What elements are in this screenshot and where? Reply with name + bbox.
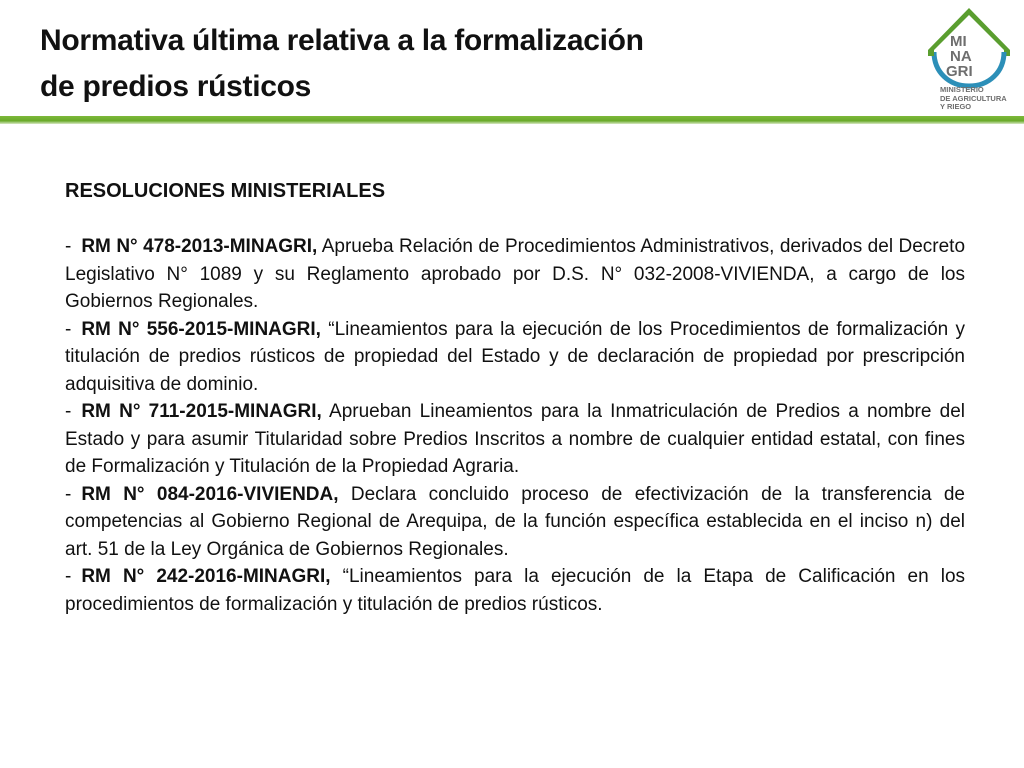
list-dash: - xyxy=(65,483,72,505)
resolution-text: “Lineamientos para la ejecución de la Etapa de Calificación en los procedimientos de formalización y titulación de predios rústicos. xyxy=(65,566,966,615)
section-heading: RESOLUCIONES MINISTERIALES xyxy=(65,180,386,202)
resolution-code: RM N° 242-2016-MINAGRI, xyxy=(81,566,331,587)
list-dash: - xyxy=(65,566,72,587)
logo-caption-line-1: MINISTERIO xyxy=(940,85,984,94)
page-title-line-2: de predios rústicos xyxy=(40,70,312,103)
resolution-item xyxy=(65,398,965,481)
page-title-line-1: Normativa última relativa a la formalización xyxy=(40,24,644,57)
resolution-code: RM N° 478-2013-MINAGRI, xyxy=(81,236,318,257)
logo-mark-line-1: MI xyxy=(950,33,967,50)
resolution-text: Aprueba Relación de Procedimientos Administrativos, derivados del Decreto Legislativo N° 1089 y su Reglamento aprobado por D.S. N° 032-2008-VIVIENDA, a cargo de los Gobiernos Regionales. xyxy=(65,236,966,312)
logo-caption-line-2: DE AGRICULTURA xyxy=(940,93,1007,103)
logo-caption xyxy=(940,86,1022,112)
resolution-code: RM N° 556-2015-MINAGRI, xyxy=(81,318,321,340)
resolution-item xyxy=(65,481,965,564)
resolution-text: Declara concluido proceso de efectivización de la transferencia de competencias al Gobierno Regional de Arequipa, de la función específica establecida en el inciso n) del art. 51 de la Ley Orgánica de Gobiernos Regionales. xyxy=(65,483,965,560)
resolution-item xyxy=(65,233,965,316)
logo-mark-line-2: NA xyxy=(950,48,972,65)
resolution-code: RM N° 711-2015-MINAGRI, xyxy=(81,401,322,422)
logo-green-side xyxy=(928,52,934,56)
resolution-code: RM N° 084-2016-VIVIENDA, xyxy=(81,483,339,505)
resolution-text: Aprueban Lineamientos para la Inmatriculación de Predios a nombre del Estado y para asumir Titularidad sobre Predios Inscritos a nombre de cualquier entidad estatal, con fines de Formalización y Titulación de la Propiedad Agraria. xyxy=(65,401,966,477)
main-content xyxy=(65,176,965,618)
header-divider-bar xyxy=(0,116,1024,124)
logo-mark-line-3: GRI xyxy=(946,63,973,80)
resolution-text: “Lineamientos para la ejecución de los Procedimientos de formalización y titulación de predios rústicos de propiedad del Estado y de declaración de propiedad por prescripción adquisitiva de dominio. xyxy=(65,318,966,395)
resolution-item xyxy=(65,563,965,618)
list-dash: - xyxy=(65,401,72,422)
page-title xyxy=(40,18,900,110)
logo-caption-line-3: Y RIEGO xyxy=(940,102,972,111)
list-dash: - xyxy=(65,318,72,340)
list-dash: - xyxy=(65,236,72,257)
resolution-item xyxy=(65,316,965,399)
